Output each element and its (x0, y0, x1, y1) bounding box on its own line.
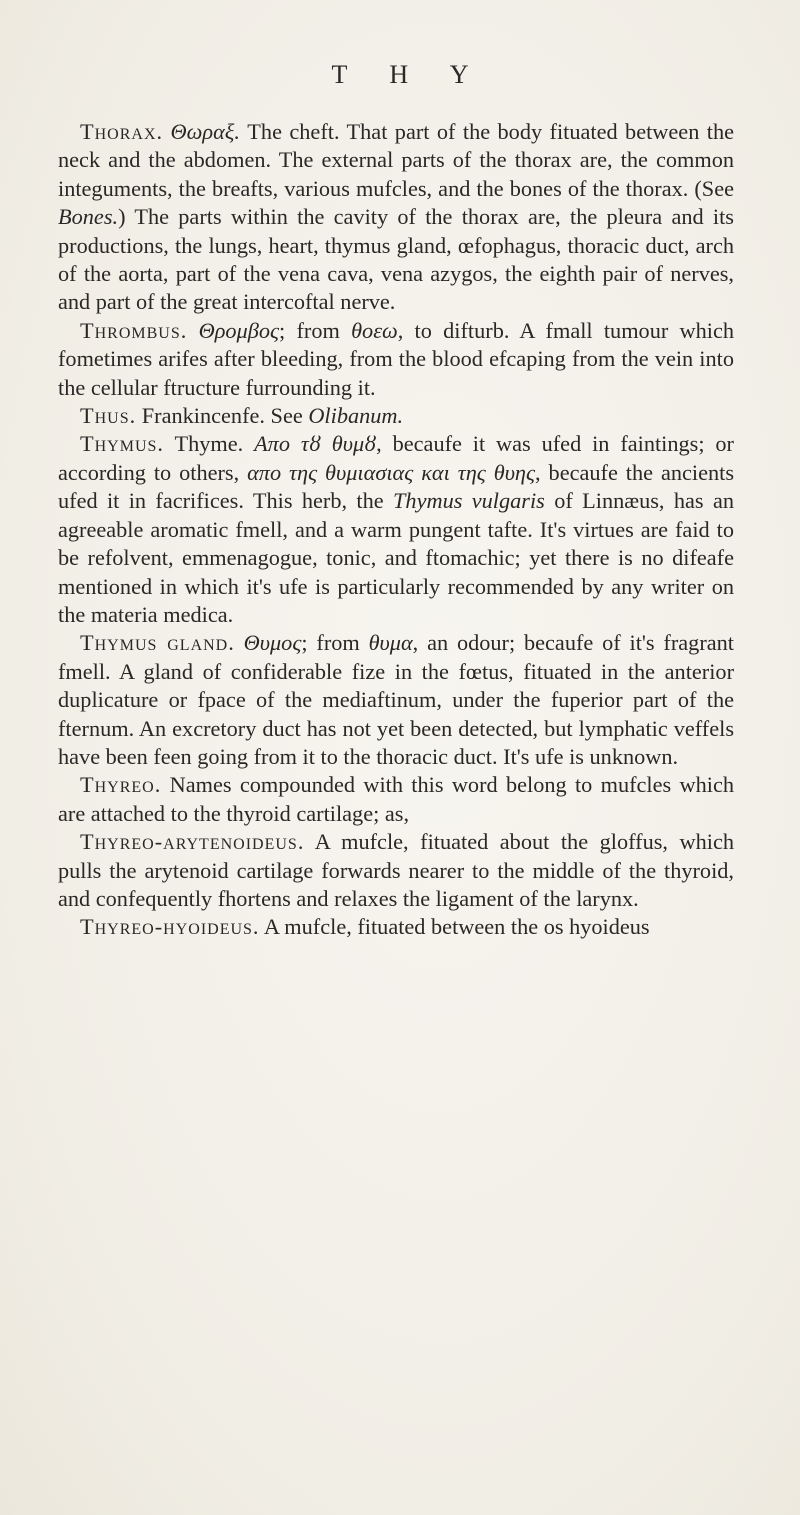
greek-text: απο της θυμιασιας και της θυης (247, 459, 536, 485)
greek-text: Απο τȣ θυμȣ (254, 431, 377, 457)
italic-text: Thymus vulgaris (393, 488, 545, 514)
entry-headword: Thymus. (80, 431, 164, 457)
greek-text: θυμα (368, 630, 413, 656)
dictionary-entry (58, 771, 734, 828)
running-head: T H Y (331, 60, 487, 89)
greek-text: θοεω (351, 317, 398, 343)
entry-text: Thyme. (163, 431, 255, 457)
entry-text: Names compounded with this word belong to mufcles which are attached to the thyroid cartilage; as, (58, 772, 734, 826)
dictionary-entry (58, 430, 734, 629)
entry-headword: Thus. (80, 403, 137, 429)
entry-text: , an odour; becaufe of it's fragrant fmell. A gland of confiderable fize in the fœtus, fituated in the anterior duplicature or fpace of the mediaftinum, under the fuperior part of the fternum. An excretory duct has not yet been detected, but lymphatic veffels have been feen going from it to the thoracic duct. It's ufe is unknown. (58, 630, 734, 769)
greek-text: Θωραξ. (170, 119, 240, 144)
entry-headword: Thyreo-hyoideus. (80, 914, 260, 940)
entry-text (187, 318, 198, 343)
entry-headword: Thorax. (80, 119, 164, 144)
entry-text: The cheft. That part of the body fituated between the neck and the abdomen. The external parts of the thorax are, the common integuments, the breafts, various mufcles, and the bones of the thorax. (See (58, 119, 734, 201)
entry-text: , to difturb. A fmall tumour which fometimes arifes after bleeding, from the blood efcaping from the vein into the cellular ftructure furrounding it. (58, 317, 735, 400)
entry-text: , becaufe the ancients ufed it in facrifices. This herb, the (58, 459, 734, 514)
dictionary-entry (58, 828, 734, 913)
dictionary-entry (58, 317, 734, 402)
entry-text: ; from (279, 317, 352, 343)
dictionary-entry (58, 118, 734, 317)
entry-headword: Thrombus. (80, 317, 188, 343)
italic-text: Bones. (58, 204, 119, 230)
body-text (58, 118, 734, 942)
dictionary-entry (58, 402, 734, 430)
entry-text: ) The parts within the cavity of the thorax are, the pleura and its productions, the lungs, heart, thymus gland, œfophagus, thoracic duct, arch of the aorta, part of the vena cava, vena azygos, the eighth pair of nerves, and part of the great intercoftal nerve. (58, 204, 734, 315)
entry-text: Frankincenfe. See (136, 403, 309, 429)
italic-text: Olibanum. (308, 403, 404, 429)
entry-text: A mufcle, fituated about the gloffus, which pulls the arytenoid cartilage forwards nearer to the middle of the thyroid, and confequently fhortens and relaxes the ligament of the larynx. (58, 829, 734, 911)
entry-headword: Thymus gland. (80, 630, 235, 656)
entry-text: of Linnæus, has an agreeable aromatic fmell, and a warm pungent tafte. It's virtues are faid to be refolvent, emmenagogue, tonic, and ftomachic; yet there is no difeafe mentioned in which it's ufe is particularly recommended by any writer on the materia medica. (58, 488, 734, 627)
greek-text: Θυμος (243, 630, 302, 656)
entry-text: A mufcle, fituated between the os hyoideus (259, 914, 650, 940)
entry-text: ; from (301, 630, 369, 656)
dictionary-entry (58, 913, 734, 941)
entry-headword: Thyreo. (80, 772, 162, 798)
entry-headword: Thyreo-arytenoideus. (80, 829, 305, 855)
dictionary-entry (58, 629, 734, 771)
entry-text (235, 630, 244, 655)
entry-text (163, 119, 170, 144)
entry-text: , becaufe it was ufed in faintings; or according to others, (58, 431, 734, 485)
greek-text: Θρομβος (198, 317, 280, 343)
